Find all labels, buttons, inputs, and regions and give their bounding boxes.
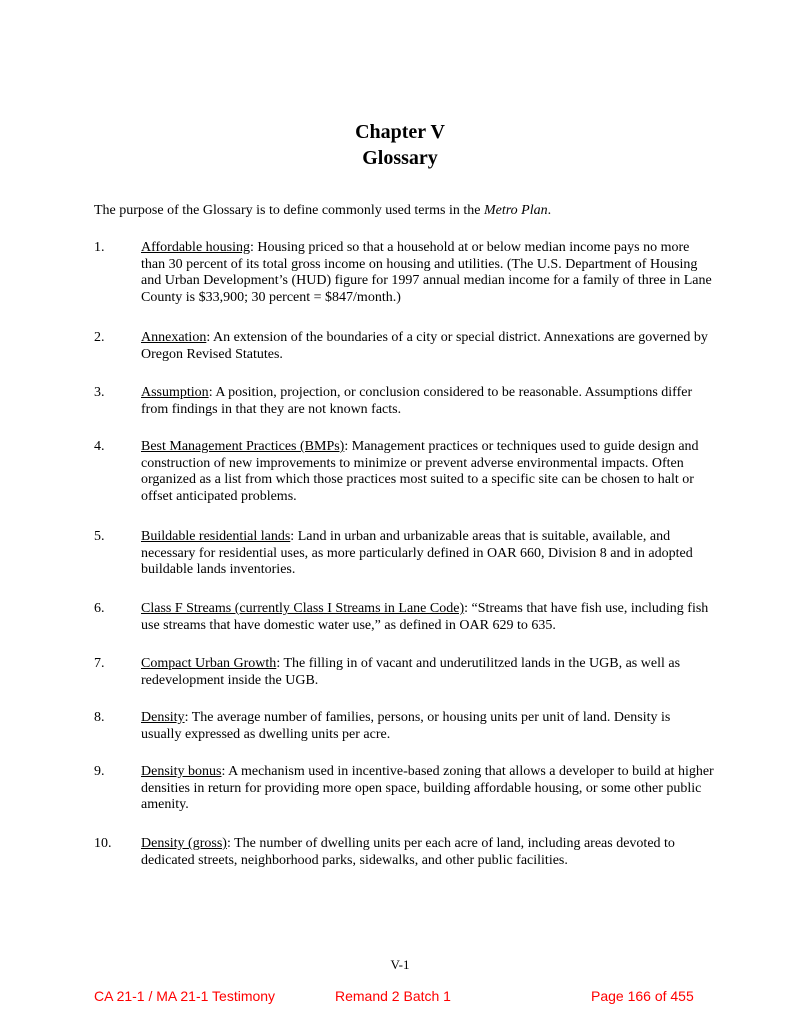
glossary-entry: 10. Density (gross): The number of dwelling units per each acre of land, including areas devoted to dedicated streets, neighborhood parks, sidewalks, and other public facilities. [94, 836, 675, 868]
entry-definition: Land in urban and urbanizable areas that is suitable, available, and necessary for residential uses, as more particularly defined in OAR 660, Division 8 and in adopted buildable lands inventories. [141, 529, 693, 577]
entry-term: Density bonus [141, 764, 222, 779]
intro-paragraph [94, 202, 734, 219]
entry-definition: A position, projection, or conclusion considered to be reasonable. Assumptions differ from findings in that they are not known facts. [141, 385, 693, 417]
entry-number: 1. [94, 240, 105, 255]
glossary-entry: 5. Buildable residential lands: Land in urban and urbanizable areas that is suitable, available, and necessary for residential uses, as more particularly defined in OAR 660, Division 8 and in adopted buildable lands inventories. [94, 529, 693, 577]
entry-number: 8. [94, 710, 105, 725]
entry-term: Affordable housing [141, 240, 250, 255]
glossary-entry: 1. Affordable housing: Housing priced so that a household at or below median income pays no more than 30 percent of its total gross income on housing and utilities. (The U.S. Department of Housing and Urban Development’s (HUD) figure for 1997 annual median income for a family of three in Lane County is $33,900; 30 percent = $847/month.) [94, 240, 712, 305]
glossary-entry: 7. Compact Urban Growth: The filling in of vacant and underutilitzed lands in the UGB, as well as redevelopment inside the UGB. [94, 656, 681, 688]
page-number: V-1 [390, 957, 410, 972]
glossary-entry: 4. Best Management Practices (BMPs): Management practices or techniques used to guide design and construction of new improvements to minimize or prevent adverse environmental impacts. Often organized as a list from which those practices most suited to a specific site can be chosen to halt or offset anticipated problems. [94, 439, 699, 504]
entry-number: 10. [94, 836, 112, 851]
entry-number: 4. [94, 439, 105, 454]
entry-definition: The filling in of vacant and underutilitzed lands in the UGB, as well as redevelopment inside the UGB. [141, 656, 681, 688]
entry-definition: An extension of the boundaries of a city or special district. Annexations are governed by Oregon Revised Statutes. [141, 330, 708, 362]
entry-number: 9. [94, 764, 105, 779]
glossary-entry: 8. Density: The average number of families, persons, or housing units per unit of land. Density is usually expressed as dwelling units per acre. [94, 710, 671, 742]
glossary-entry: 3. Assumption: A position, projection, or conclusion considered to be reasonable. Assumptions differ from findings in that they are not known facts. [94, 385, 693, 417]
entry-term: Compact Urban Growth [141, 656, 277, 671]
entry-definition: Housing priced so that a household at or below median income pays no more than 30 percent of its total gross income on housing and utilities. (The U.S. Department of Housing and Urban Development’s (HUD) figure for 1997 annual median income for a family of three in Lane County is $33,900; 30 percent = $847/month.) [141, 240, 712, 305]
footer-case-label: CA 21-1 / MA 21-1 Testimony [94, 988, 276, 1004]
page-title: Glossary [362, 147, 438, 169]
entry-term: Class F Streams (currently Class I Streams in Lane Code) [141, 601, 465, 616]
glossary-entry: 9. Density bonus: A mechanism used in incentive-based zoning that allows a developer to build at higher densities in return for providing more open space, building affordable housing, or some other public amenity. [94, 764, 714, 812]
entry-term: Density (gross) [141, 836, 227, 851]
entry-term: Assumption [141, 385, 209, 400]
footer-page-count: Page 166 of 455 [591, 988, 694, 1004]
entry-number: 2. [94, 330, 105, 345]
glossary-entry: 2. Annexation: An extension of the boundaries of a city or special district. Annexations are governed by Oregon Revised Statutes. [94, 330, 708, 362]
entry-number: 7. [94, 656, 105, 671]
entry-term: Annexation [141, 330, 207, 345]
entry-definition: Management practices or techniques used to guide design and construction of new improvements to minimize or prevent adverse environmental impacts. Often organized as a list from which those practices most suited to a specific site can be chosen to halt or offset anticipated problems. [141, 439, 699, 504]
entry-number: 5. [94, 529, 105, 544]
plan-name: Metro Plan [483, 203, 548, 218]
entry-number: 3. [94, 385, 105, 400]
entry-definition: A mechanism used in incentive-based zoning that allows a developer to build at higher densities in return for providing more open space, building affordable housing, or some other public amenity. [141, 764, 714, 812]
footer-batch-label: Remand 2 Batch 1 [335, 988, 451, 1004]
entry-definition: “Streams that have fish use, including fish use streams that have domestic water use,” as defined in OAR 629 to 635. [141, 601, 709, 633]
entry-definition: The average number of families, persons, or housing units per unit of land. Density is usually expressed as dwelling units per acre. [141, 710, 671, 742]
entry-term: Best Management Practices (BMPs) [141, 439, 345, 454]
glossary-entry: 6. Class F Streams (currently Class I Streams in Lane Code): “Streams that have fish use, including fish use streams that have domestic water use,” as defined in OAR 629 to 635. [94, 601, 709, 633]
entry-number: 6. [94, 601, 105, 616]
entry-definition: The number of dwelling units per each acre of land, including areas devoted to dedicated streets, neighborhood parks, sidewalks, and other public facilities. [141, 836, 675, 868]
entry-term: Density [141, 710, 185, 725]
intro-end: . [547, 203, 552, 218]
chapter-heading: Chapter V [355, 121, 445, 143]
entry-term: Buildable residential lands [141, 529, 291, 544]
intro-text: The purpose of the Glossary is to define commonly used terms in the [94, 203, 484, 218]
